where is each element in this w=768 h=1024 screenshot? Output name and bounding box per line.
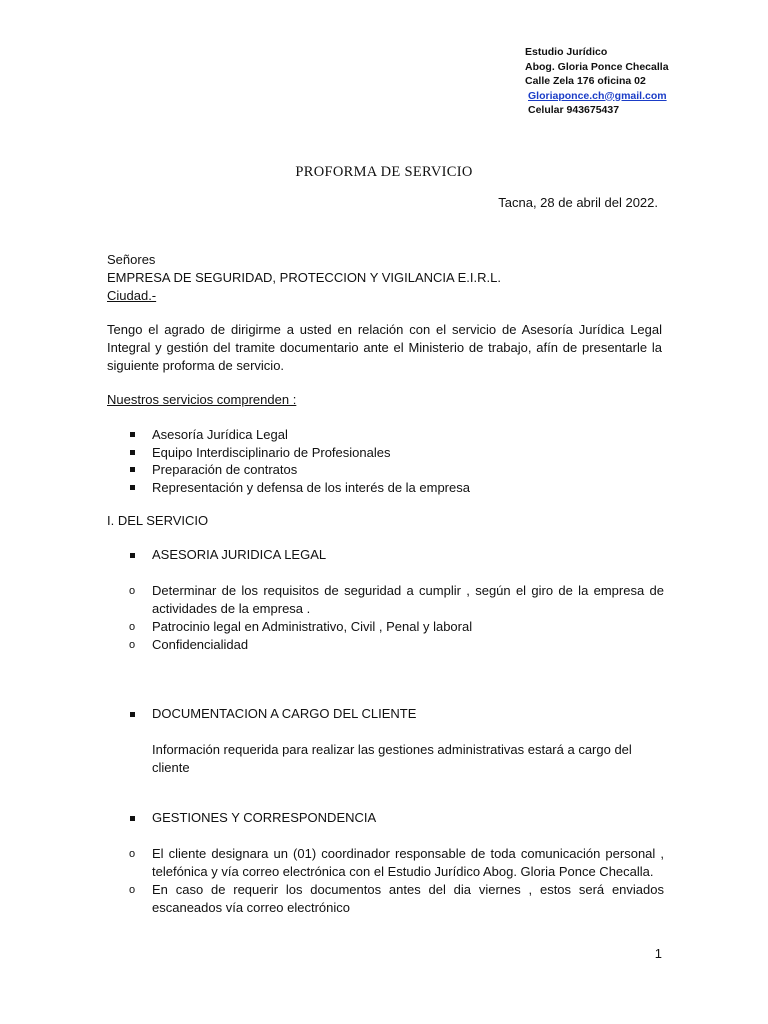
list-item: o Patrocinio legal en Administrativo, Civil , Penal y laboral (129, 618, 664, 636)
services-heading: Nuestros servicios comprenden : (107, 392, 297, 407)
subsection-list (129, 845, 664, 917)
letterhead-firm: Estudio Jurídico (525, 46, 608, 58)
list-item: o El cliente designara un (01) coordinador responsable de toda comunicación personal , telefónica y vía correo electrónica con el Estudio Jurídico Abog. Gloria Ponce Checalla. (129, 845, 664, 881)
list-item: Equipo Interdisciplinario de Profesionales (129, 444, 470, 462)
subsection-title: DOCUMENTACION A CARGO DEL CLIENTE (129, 706, 416, 721)
recipient-city: Ciudad.- (107, 288, 157, 303)
recipient-company: EMPRESA DE SEGURIDAD, PROTECCION Y VIGILANCIA E.I.R.L. (107, 270, 501, 285)
list-item: Asesoría Jurídica Legal (129, 426, 470, 444)
list-item: Preparación de contratos (129, 461, 470, 479)
list-item: o Confidencialidad (129, 636, 664, 654)
letterhead-lawyer: Abog. Gloria Ponce Checalla (525, 60, 669, 73)
subsection-title: ASESORIA JURIDICA LEGAL (129, 547, 326, 562)
recipient-block (107, 251, 501, 305)
list-item: o En caso de requerir los documentos antes del dia viernes , estos será enviados escaneados vía correo electrónico (129, 881, 664, 917)
document-date: Tacna, 28 de abril del 2022. (498, 195, 658, 210)
intro-paragraph: Tengo el agrado de dirigirme a usted en relación con el servicio de Asesoría Jurídica Legal Integral y gestión del tramite documentario ante el Ministerio de trabajo, afín de presentarle la siguiente proforma de servicio. (107, 322, 662, 373)
subsection-list (129, 582, 664, 654)
subsection-title: GESTIONES Y CORRESPONDENCIA (129, 810, 376, 825)
section-heading: I. DEL SERVICIO (107, 513, 209, 528)
services-list (129, 426, 470, 496)
list-item: o Determinar de los requisitos de seguridad a cumplir , según el giro de la empresa de actividades de la empresa . (129, 582, 664, 618)
document-title: PROFORMA DE SERVICIO (295, 164, 473, 180)
list-item: Representación y defensa de los interés de la empresa (129, 479, 470, 497)
recipient-salutation: Señores (107, 252, 156, 267)
subsection-paragraph: Información requerida para realizar las gestiones administrativas estará a cargo del cliente (152, 742, 632, 775)
letterhead (525, 45, 669, 118)
page-number: 1 (654, 946, 662, 961)
letterhead-email-link[interactable]: Gloriaponce.ch@gmail.com (528, 89, 667, 102)
letterhead-phone: Celular 943675437 (528, 104, 620, 116)
letterhead-address: Calle Zela 176 oficina 02 (525, 75, 646, 87)
